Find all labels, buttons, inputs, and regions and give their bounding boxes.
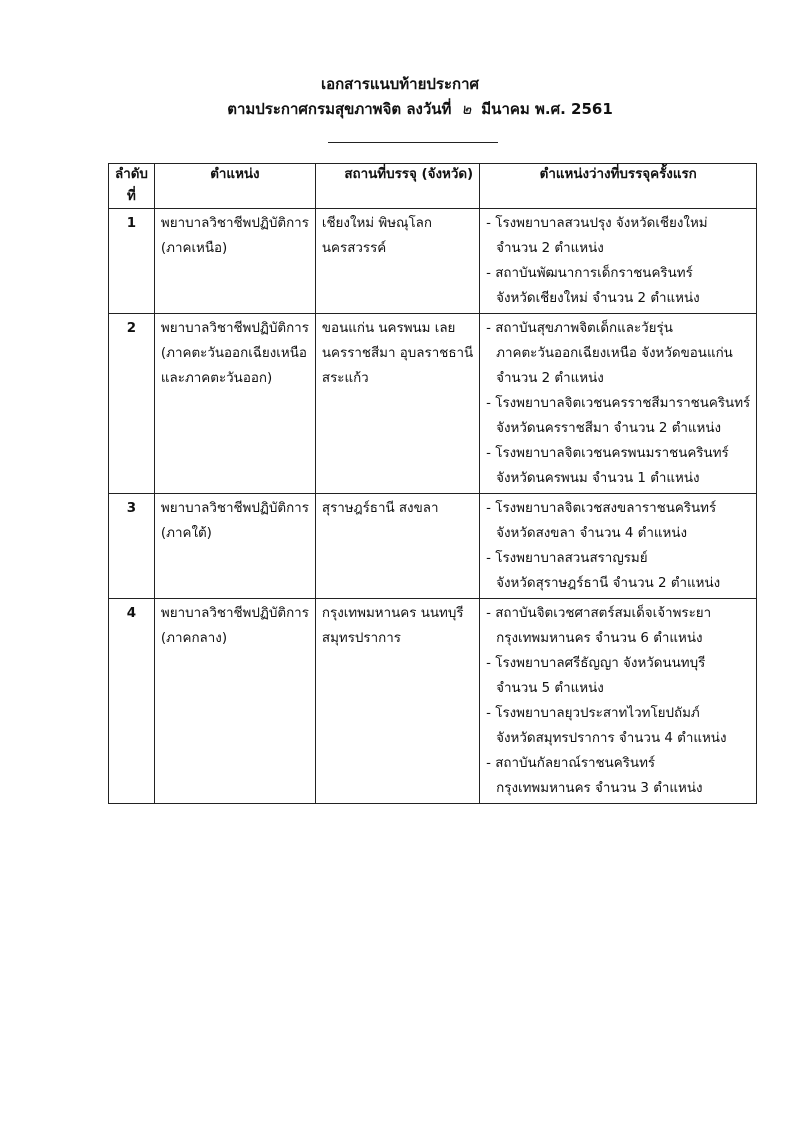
table-row: [109, 209, 757, 314]
vacancy-line: - โรงพยาบาลจิตเวชนครพนมราชนครินทร์: [486, 446, 729, 461]
vacancy-line: - โรงพยาบาลจิตเวชสงขลาราชนครินทร์: [486, 501, 717, 516]
province-line: สระแก้ว: [321, 371, 369, 386]
vacancy-line: ภาคตะวันออกเฉียงเหนือ จังหวัดขอนแก่น: [496, 346, 733, 361]
province-cell: [315, 314, 479, 494]
vacancy-table: [108, 163, 757, 804]
title-divider: [328, 142, 498, 143]
table-row: [109, 314, 757, 494]
vacancy-line: - สถาบันพัฒนาการเด็กราชนครินทร์: [486, 266, 693, 281]
position-line: และภาคตะวันออก): [160, 371, 273, 386]
vacancy-line: จำนวน 5 ตำแหน่ง: [496, 681, 604, 696]
position-cell: [154, 494, 315, 599]
province-line: นครราชสีมา อุบลราชธานี: [321, 346, 474, 361]
vacancy-item: [486, 751, 750, 801]
province-line: ขอนแก่น นครพนม เลย: [321, 321, 456, 336]
vacancy-cell: [480, 314, 757, 494]
province-line: สมุทรปราการ: [321, 631, 401, 646]
vacancy-line: - สถาบันจิตเวชศาสตร์สมเด็จเจ้าพระยา: [486, 606, 712, 621]
position-line: (ภาคเหนือ): [160, 241, 228, 256]
subtitle-suffix: มีนาคม พ.ศ. 2561: [481, 100, 613, 118]
province-cell: [315, 209, 479, 314]
table-row: [109, 599, 757, 804]
table-row: [109, 494, 757, 599]
vacancy-line: กรุงเทพมหานคร จำนวน 6 ตำแหน่ง: [496, 631, 703, 646]
vacancy-line: จังหวัดสมุทรปราการ จำนวน 4 ตำแหน่ง: [496, 731, 727, 746]
col-header-vacancy: ตำแหน่งว่างที่บรรจุครั้งแรก: [480, 164, 757, 209]
vacancy-item: [486, 441, 750, 491]
vacancy-line: - โรงพยาบาลสวนปรุง จังหวัดเชียงใหม่: [486, 216, 708, 231]
vacancy-item: [486, 211, 750, 261]
vacancy-item: [486, 546, 750, 596]
position-line: พยาบาลวิชาชีพปฏิบัติการ: [160, 321, 309, 336]
vacancy-line: กรุงเทพมหานคร จำนวน 3 ตำแหน่ง: [496, 781, 703, 796]
row-number: 1: [109, 209, 155, 314]
vacancy-line: - โรงพยาบาลยุวประสาทไวทโยปถัมภ์: [486, 706, 700, 721]
col-header-province: สถานที่บรรจุ (จังหวัด): [315, 164, 479, 209]
province-cell: [315, 494, 479, 599]
vacancy-line: จังหวัดนครราชสีมา จำนวน 2 ตำแหน่ง: [496, 421, 722, 436]
vacancy-line: จังหวัดสุราษฎร์ธานี จำนวน 2 ตำแหน่ง: [496, 576, 721, 591]
province-line: เชียงใหม่ พิษณุโลก: [321, 216, 432, 231]
vacancy-line: จังหวัดสงขลา จำนวน 4 ตำแหน่ง: [496, 526, 688, 541]
row-number: 3: [109, 494, 155, 599]
vacancy-line: - สถาบันสุขภาพจิตเด็กและวัยรุ่น: [486, 321, 673, 336]
province-line: สุราษฎร์ธานี สงขลา: [321, 501, 439, 516]
position-line: พยาบาลวิชาชีพปฏิบัติการ: [160, 501, 309, 516]
vacancy-line: - สถาบันกัลยาณ์ราชนครินทร์: [486, 756, 656, 771]
vacancy-cell: [480, 599, 757, 804]
col-header-position: ตำแหน่ง: [154, 164, 315, 209]
document-title: เอกสารแนบท้ายประกาศ: [320, 75, 480, 93]
position-line: พยาบาลวิชาชีพปฏิบัติการ: [160, 606, 309, 621]
vacancy-line: - โรงพยาบาลจิตเวชนครราชสีมาราชนครินทร์: [486, 396, 751, 411]
position-cell: [154, 314, 315, 494]
row-number: 2: [109, 314, 155, 494]
vacancy-line: จังหวัดเชียงใหม่ จำนวน 2 ตำแหน่ง: [496, 291, 700, 306]
province-line: นครสวรรค์: [321, 241, 387, 256]
position-line: (ภาคกลาง): [160, 631, 228, 646]
vacancy-line: จังหวัดนครพนม จำนวน 1 ตำแหน่ง: [496, 471, 700, 486]
vacancy-line: - โรงพยาบาลศรีธัญญา จังหวัดนนทบุรี: [486, 656, 706, 671]
vacancy-item: [486, 701, 750, 751]
position-line: พยาบาลวิชาชีพปฏิบัติการ: [160, 216, 309, 231]
position-line: (ภาคใต้): [160, 526, 212, 541]
row-number: 4: [109, 599, 155, 804]
position-cell: [154, 599, 315, 804]
vacancy-cell: [480, 494, 757, 599]
position-cell: [154, 209, 315, 314]
vacancy-cell: [480, 209, 757, 314]
vacancy-item: [486, 261, 750, 311]
vacancy-item: [486, 391, 750, 441]
province-cell: [315, 599, 479, 804]
document-subtitle: [20, 97, 800, 121]
col-header-no: ลำดับที่: [109, 164, 155, 209]
vacancy-line: จำนวน 2 ตำแหน่ง: [496, 241, 604, 256]
subtitle-prefix: ตามประกาศกรมสุขภาพจิต ลงวันที่: [227, 100, 452, 118]
vacancy-line: จำนวน 2 ตำแหน่ง: [496, 371, 604, 386]
province-line: กรุงเทพมหานคร นนทบุรี: [321, 606, 464, 621]
vacancy-item: [486, 601, 750, 651]
vacancy-item: [486, 316, 750, 391]
table-header-row: [109, 164, 757, 209]
position-line: (ภาคตะวันออกเฉียงเหนือ: [160, 346, 307, 361]
vacancy-item: [486, 651, 750, 701]
vacancy-line: - โรงพยาบาลสวนสราญรมย์: [486, 551, 648, 566]
subtitle-day: ๒: [461, 100, 472, 118]
vacancy-item: [486, 496, 750, 546]
